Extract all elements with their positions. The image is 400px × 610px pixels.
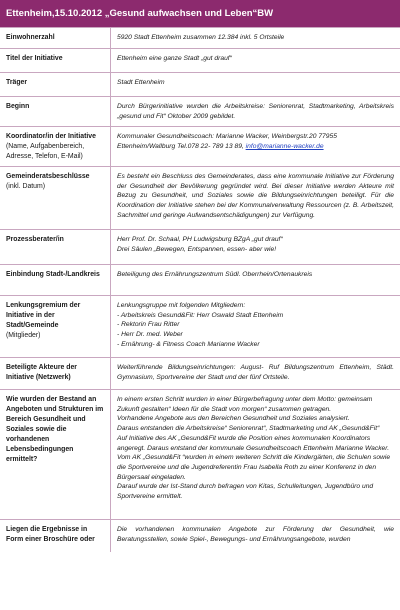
row-value — [111, 127, 400, 167]
row-label-subtitle: (Mitglieder) — [6, 332, 41, 339]
row-label: Einwohnerzahl — [0, 28, 111, 49]
table-row — [0, 28, 400, 49]
coordinator-contact: Ettenheim/Wallburg Tel.078 22- 789 13 89, — [117, 142, 244, 150]
row-label: Liegen die Ergebnisse in Form einer Broschüre oder — [0, 520, 111, 552]
row-value: Durch Bürgerinitiative wurden die Arbeitskreise: Seniorenrat, Stadtmarketing, Arbeitskreis „gesund und Fit“ Oktober 2009 gebildet. — [111, 97, 400, 127]
table-row — [0, 230, 400, 265]
process-line: Drei Säulen „Bewegen, Entspannen, essen- aber wie! — [117, 245, 277, 253]
table-row — [0, 265, 400, 296]
initiative-table — [0, 27, 400, 552]
row-label: Wie wurden der Bestand an Angeboten und Strukturen im Bereich Gesundheit und Soziales sowie die vorhandenen Lebensbedingungen ermittelt? — [0, 390, 111, 520]
row-label: Prozessberater/in — [0, 230, 111, 265]
list-item: - Ernährung- & Fitness Coach Marianne Wacker — [117, 340, 260, 348]
table-row — [0, 73, 400, 97]
table-row — [0, 520, 400, 552]
row-value — [111, 390, 400, 520]
row-label — [0, 127, 111, 167]
row-label-subtitle: (inkl. Datum) — [6, 183, 46, 190]
row-value — [111, 296, 400, 358]
row-value: Ettenheim eine ganze Stadt „gut drauf“ — [111, 49, 400, 73]
paragraph: Daraus entstanden die Arbeitskreise“ Seniorenrat“, Stadtmarketing und AK „Gesund&Fit“ — [117, 425, 380, 433]
row-value: 5920 Stadt Ettenheim zusammen 12.384 inkl. 5 Ortsteile — [111, 28, 400, 49]
table-row — [0, 97, 400, 127]
list-item: - Arbeitskreis Gesund&Fit: Herr Oswald Stadt Ettenheim — [117, 311, 284, 319]
table-row — [0, 167, 400, 230]
row-label-subtitle: (Name, Aufgabenbereich, Adresse, Telefon, E-Mail) — [6, 143, 85, 160]
list-item: - Rektorin Frau Ritter — [117, 321, 180, 329]
steering-intro: Lenkungsgruppe mit folgenden Mitgliedern: — [117, 302, 246, 309]
row-label: Beteiligte Akteure der Initiative (Netzwerk) — [0, 358, 111, 390]
document-title: Ettenheim,15.10.2012 „Gesund aufwachsen und Leben“BW — [0, 0, 400, 27]
row-value: Weiterführende Bildungseinrichtungen: August- Ruf Bildungszentrum Ettenheim, Städt. Gymnasium, Sportvereine der Stadt und der fünf Ortsteile. — [111, 358, 400, 390]
row-label: Träger — [0, 73, 111, 97]
row-label-title: Gemeinderatsbeschlüsse — [6, 173, 90, 180]
row-value — [111, 230, 400, 265]
paragraph: Vorhandene Angebote aus den Bereichen Gesundheit und Soziales analysiert. — [117, 415, 350, 423]
paragraph: Vom AK „Gesund&Fit “wurden in einem weiteren Schritt die Kindergärten, die Schulen sowie die Sportvereine und die Jugendreferentin Frau Isabella Roth zu einer Konferenz in den Bürgersaal eingeladen. — [117, 454, 391, 481]
row-label-title: Lenkungsgremium der Initiative in der Stadt/Gemeinde — [6, 302, 81, 329]
row-label: Einbindung Stadt-/Landkreis — [0, 265, 111, 296]
row-value: Beteiligung des Ernährungszentrum Südl. Oberrhein/Ortenaukreis — [111, 265, 400, 296]
row-value: Stadt Ettenheim — [111, 73, 400, 97]
row-label: Titel der Initiative — [0, 49, 111, 73]
paragraph: Auf Initiative des AK „Gesund&Fit wurde die Position eines kommunalen Koordinators angeregt. Daraus entstand der kommunale Gesundheitscoach Ettenheim Marianne Wacker. — [117, 434, 390, 452]
table-row — [0, 358, 400, 390]
row-value: Es besteht ein Beschluss des Gemeinderates, dass eine kommunale Initiative zur Förderung der Gesundheit der Bevölkerung gegründet wird. Bei dieser Initiative werden Akteure mit Bezug zu Gesundheit, und Soziales sowie die Bildungseinrichtungen beteiligt. Für die Koordination der Initiative stehen bei der Kommunalverwaltung Ressourcen (z. B. Arbeitszeit, Sachmittel und geringe Aufwandsentschädigungen) zur Verfügung. — [111, 167, 400, 230]
coordinator-line: Kommunaler Gesundheitscoach: Marianne Wacker, Weinbergstr.20 77955 — [117, 133, 337, 140]
row-value: Die vorhandenen kommunalen Angebote zur Förderung der Gesundheit, wie Beratungsstellen, sowie Spiel-, Bewegungs- und Ernährungsangebote, wurden — [111, 520, 400, 552]
table-row — [0, 390, 400, 520]
table-row — [0, 49, 400, 73]
paragraph: In einem ersten Schritt wurden in einer Bürgerbefragung unter dem Motto: gemeinsam Zukunft gestalten“ Ideen für die Stadt von morgen“ zusammen getragen. — [117, 396, 373, 413]
table-row — [0, 296, 400, 358]
row-label-title: Koordinator/in der Initiative — [6, 133, 96, 140]
row-label — [0, 296, 111, 358]
email-link[interactable]: info@marianne-wacker.de — [245, 142, 324, 150]
row-label — [0, 167, 111, 230]
table-row — [0, 127, 400, 167]
list-item: - Herr Dr. med. Weber — [117, 331, 183, 339]
row-label: Beginn — [0, 97, 111, 127]
paragraph: Darauf wurde der Ist-Stand durch befragen von Kitas, Schulleitungen, Jugendbüro und Sportvereine ermittelt. — [117, 483, 374, 501]
process-line: Herr Prof. Dr. Schaal, PH Ludwigsburg BZgA „gut drauf“ — [117, 236, 283, 243]
